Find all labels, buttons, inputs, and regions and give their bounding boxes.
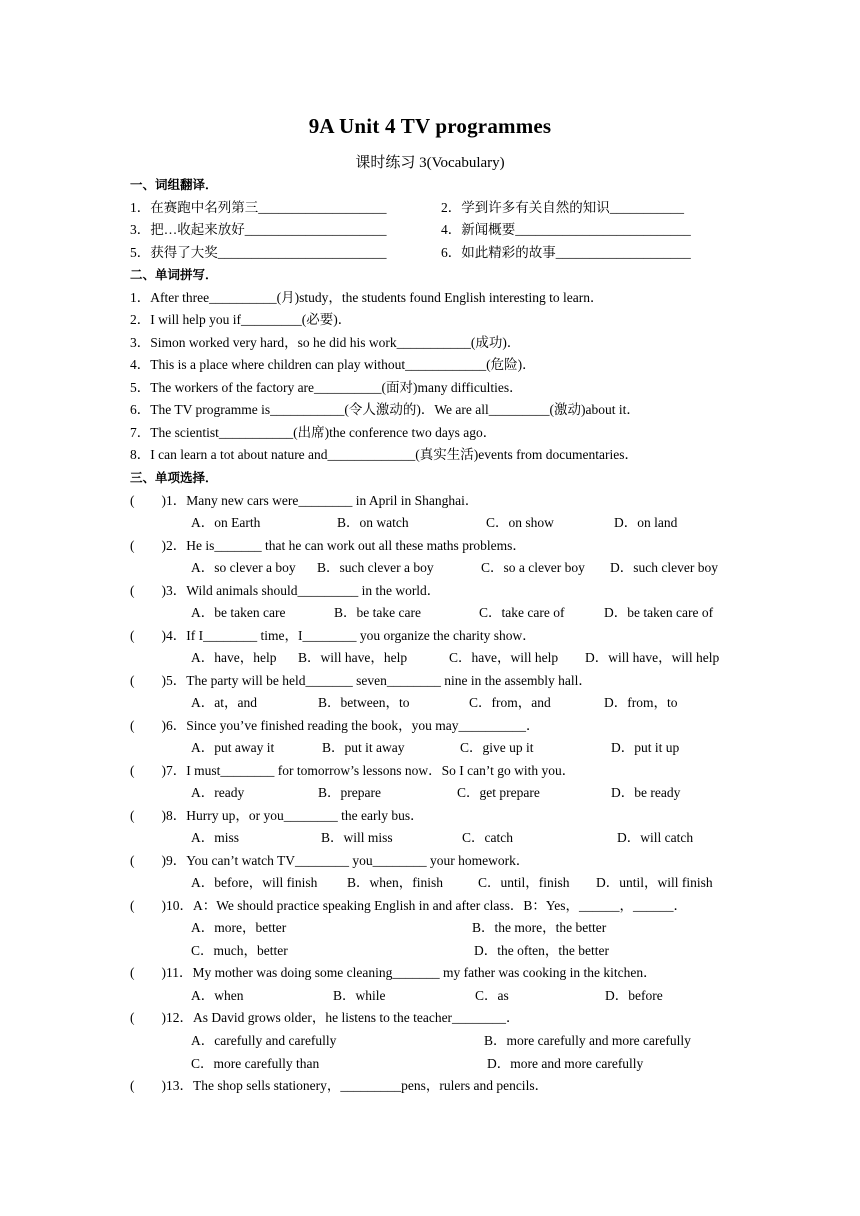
answer-paren: ( ) — [130, 1078, 166, 1093]
q10-option-d: D．the often，the better — [474, 943, 609, 958]
s1-item-2: 2．学到许多有关自然的知识___________ — [441, 200, 684, 215]
answer-paren: ( ) — [130, 493, 166, 508]
s2-item-7: 7．The scientist___________(出席)the conference two days ago． — [130, 425, 497, 440]
answer-paren: ( ) — [130, 673, 166, 688]
q5-option-c: C．from，and — [469, 695, 551, 710]
question-7: 7．I must________ for tomorrow’s lessons now．So I can’t go with you． — [166, 763, 576, 778]
q5-option-a: A．at，and — [191, 695, 257, 710]
question-11: 11．My mother was doing some cleaning_______ my father was cooking in the kitchen． — [166, 965, 657, 980]
answer-paren: ( ) — [130, 763, 166, 778]
question-1: 1．Many new cars were________ in April in Shanghai． — [166, 493, 479, 508]
answer-paren: ( ) — [130, 965, 166, 980]
q8-option-c: C．catch — [462, 830, 513, 845]
s2-item-5: 5．The workers of the factory are__________(面对)many difficulties． — [130, 380, 523, 395]
q10-option-b: B．the more，the better — [472, 920, 607, 935]
q11-option-b: B．while — [333, 988, 386, 1003]
q10-option-c: C．much，better — [191, 943, 288, 958]
q4-option-b: B．will have，help — [298, 650, 408, 665]
s1-item-3: 3．把…收起来放好_____________________ — [130, 222, 387, 237]
question-2: 2．He is_______ that he can work out all these maths problems． — [166, 538, 526, 553]
q2-option-a: A．so clever a boy — [191, 560, 296, 575]
section-2-heading: 二、单词拼写． — [130, 267, 218, 282]
q3-option-d: D．be taken care of — [604, 605, 714, 620]
q7-option-b: B．prepare — [318, 785, 381, 800]
q11-option-d: D．before — [605, 988, 663, 1003]
q6-option-d: D．put it up — [611, 740, 680, 755]
answer-paren: ( ) — [130, 853, 166, 868]
question-8: 8．Hurry up，or you________ the early bus． — [166, 808, 424, 823]
question-3: 3．Wild animals should_________ in the world． — [166, 583, 441, 598]
q1-option-b: B．on watch — [337, 515, 409, 530]
answer-paren: ( ) — [130, 898, 166, 913]
answer-paren: ( ) — [130, 583, 166, 598]
s1-item-4: 4．新闻概要__________________________ — [441, 222, 691, 237]
s2-item-3: 3．Simon worked very hard，so he did his work___________(成功)． — [130, 335, 521, 350]
s1-item-1: 1．在赛跑中名列第三___________________ — [130, 200, 387, 215]
q2-option-b: B．such clever a boy — [317, 560, 434, 575]
page-subtitle: 课时练习 3(Vocabulary) — [355, 155, 505, 171]
q12-option-d: D．more and more carefully — [487, 1056, 644, 1071]
question-9: 9．You can’t watch TV________ you________ your homework． — [166, 853, 530, 868]
q9-option-c: C．until，finish — [478, 875, 570, 890]
q4-option-a: A．have，help — [191, 650, 277, 665]
q7-option-d: D．be ready — [611, 785, 681, 800]
s2-item-8: 8．I can learn a tot about nature and_____________(真实生活)events from documentaries． — [130, 447, 638, 462]
q12-option-c: C．more carefully than — [191, 1056, 320, 1071]
q9-option-b: B．when，finish — [347, 875, 443, 890]
answer-paren: ( ) — [130, 628, 166, 643]
q11-option-c: C．as — [475, 988, 509, 1003]
q6-option-c: C．give up it — [460, 740, 534, 755]
s1-item-5: 5．获得了大奖_________________________ — [130, 245, 387, 260]
q7-option-c: C．get prepare — [457, 785, 540, 800]
q8-option-d: D．will catch — [617, 830, 694, 845]
answer-paren: ( ) — [130, 718, 166, 733]
answer-paren: ( ) — [130, 808, 166, 823]
s1-item-6: 6．如此精彩的故事____________________ — [441, 245, 691, 260]
question-13: 13．The shop sells stationery，_________pens，rulers and pencils． — [166, 1078, 549, 1093]
q12-option-a: A．carefully and carefully — [191, 1033, 337, 1048]
q1-option-d: D．on land — [614, 515, 678, 530]
question-4: 4．If I________ time，I________ you organize the charity show． — [166, 628, 536, 643]
q11-option-a: A．when — [191, 988, 244, 1003]
s2-item-4: 4．This is a place where children can play without____________(危险)． — [130, 357, 536, 372]
q8-option-a: A．miss — [191, 830, 240, 845]
q3-option-b: B．be take care — [334, 605, 421, 620]
q7-option-a: A．ready — [191, 785, 245, 800]
q3-option-a: A．be taken care — [191, 605, 286, 620]
q10-option-a: A．more，better — [191, 920, 287, 935]
answer-paren: ( ) — [130, 1010, 166, 1025]
question-6: 6．Since you’ve finished reading the book，you may__________． — [166, 718, 540, 733]
section-1-heading: 一、词组翻译． — [130, 177, 218, 192]
question-10: 10．A：We should practice speaking English in and after class．B：Yes，______，______． — [166, 898, 687, 913]
q12-option-b: B．more carefully and more carefully — [484, 1033, 691, 1048]
q1-option-a: A．on Earth — [191, 515, 261, 530]
page-title: 9A Unit 4 TV programmes — [308, 114, 552, 138]
q6-option-b: B．put it away — [322, 740, 405, 755]
q5-option-d: D．from，to — [604, 695, 678, 710]
s2-item-6: 6．The TV programme is___________(令人激动的)．We are all_________(激动)about it． — [130, 402, 640, 417]
q6-option-a: A．put away it — [191, 740, 275, 755]
q9-option-a: A．before，will finish — [191, 875, 318, 890]
q9-option-d: D．until，will finish — [596, 875, 713, 890]
section-3-heading: 三、单项选择． — [130, 470, 218, 485]
q2-option-d: D．such clever boy — [610, 560, 718, 575]
s2-item-1: 1．After three__________(月)study，the students found English interesting to learn． — [130, 290, 604, 305]
q5-option-b: B．between，to — [318, 695, 410, 710]
q4-option-c: C．have，will help — [449, 650, 559, 665]
q2-option-c: C．so a clever boy — [481, 560, 585, 575]
question-12: 12．As David grows older，he listens to the teacher________． — [166, 1010, 520, 1025]
s2-item-2: 2．I will help you if_________(必要)． — [130, 312, 352, 327]
q4-option-d: D．will have，will help — [585, 650, 720, 665]
q1-option-c: C．on show — [486, 515, 554, 530]
q8-option-b: B．will miss — [321, 830, 393, 845]
q3-option-c: C．take care of — [479, 605, 565, 620]
question-5: 5．The party will be held_______ seven________ nine in the assembly hall． — [166, 673, 592, 688]
answer-paren: ( ) — [130, 538, 166, 553]
